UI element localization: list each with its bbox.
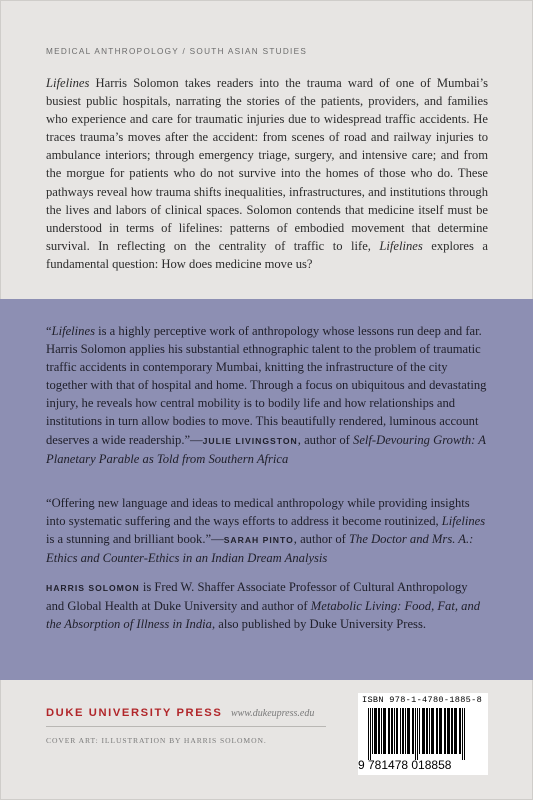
barcode-bar bbox=[370, 708, 371, 760]
blurb-text: is a highly perceptive work of anthropology whose lessons run deep and far. Harris Solomon applies his substantial ethnographic talent to the problem of traumatic traffic accidents in contemporary Mumbai, knitting the infrastructure of the city together with that of hospital and home. Through a focus on ubiquitous and devastating injury, he reveals how central mobility is to bodily life and how relationships and institutions in turn allow bodies to move. This beautifully rendered, luminous account deserves a wide readership.”— bbox=[46, 324, 487, 447]
barcode-bar bbox=[381, 708, 382, 754]
barcode-bar bbox=[462, 708, 463, 760]
barcode-bar bbox=[391, 708, 393, 754]
blurb-role: , author of bbox=[293, 532, 350, 547]
barcode-bar bbox=[394, 708, 395, 754]
publisher-name: DUKE UNIVERSITY PRESS bbox=[46, 707, 223, 719]
blurb-pinto bbox=[46, 494, 488, 567]
barcode-bar bbox=[464, 708, 465, 760]
author-book-title: Metabolic Living: Food, Fat, and the Absorption of Illness in India bbox=[46, 599, 481, 632]
author-bio bbox=[46, 578, 488, 633]
barcode-bar bbox=[412, 708, 414, 754]
barcode-bar bbox=[415, 708, 416, 760]
publisher-url: www.dukeupress.edu bbox=[231, 708, 315, 719]
barcode-bar bbox=[405, 708, 406, 754]
barcode-bar bbox=[419, 708, 420, 754]
book-title: Lifelines bbox=[51, 324, 95, 338]
subject-category: MEDICAL ANTHROPOLOGY / SOUTH ASIAN STUDIES bbox=[46, 47, 308, 56]
barcode-bar bbox=[451, 708, 453, 754]
barcode-bar bbox=[422, 708, 425, 754]
author-book-title: Self-Devouring Growth: A Planetary Parable as Told from Southern Africa bbox=[46, 432, 486, 466]
open-quote: “ bbox=[46, 324, 52, 338]
book-title: Lifelines bbox=[441, 514, 486, 529]
barcode-bar bbox=[374, 708, 377, 754]
author-name: HARRIS SOLOMON bbox=[46, 583, 140, 593]
description-text-2: explores a fundamental question: How does medicine move us? bbox=[46, 238, 488, 271]
barcode-bar bbox=[444, 708, 446, 754]
barcode-bar bbox=[383, 708, 386, 754]
book-title: Lifelines bbox=[379, 238, 423, 253]
barcode-bar bbox=[388, 708, 390, 754]
barcode-bar bbox=[439, 708, 442, 754]
barcode-bar bbox=[400, 708, 401, 754]
blurb-text-b: is a stunning and brilliant book.”— bbox=[46, 532, 224, 547]
barcode-bar bbox=[454, 708, 457, 754]
blurb-livingston bbox=[46, 322, 488, 468]
barcode-bar bbox=[402, 708, 404, 754]
barcode-bar bbox=[378, 708, 380, 754]
cover-credit: COVER ART: ILLUSTRATION BY HARRIS SOLOMON. bbox=[46, 736, 267, 745]
barcode-bar bbox=[459, 708, 461, 754]
bio-text-b: , also published by Duke University Press. bbox=[211, 617, 427, 632]
barcode-bar bbox=[417, 708, 418, 760]
isbn-number: ISBN 978-1-4780-1885-8 bbox=[362, 695, 483, 705]
barcode-digits: 9 781478 018858 bbox=[358, 758, 452, 772]
barcode-bar bbox=[426, 708, 428, 754]
isbn-barcode bbox=[358, 693, 488, 775]
barcode-bar bbox=[396, 708, 398, 754]
barcode-bar bbox=[372, 708, 373, 754]
blurb-role: , author of bbox=[297, 432, 354, 447]
blurb-author: JULIE LIVINGSTON bbox=[202, 435, 298, 446]
barcode-bar bbox=[436, 708, 438, 754]
blurb-text: “Offering new language and ideas to medical anthropology while providing insights into systematic suffering and the ways efforts to address it become routinized, bbox=[46, 496, 470, 529]
footer-divider bbox=[46, 726, 326, 727]
barcode-bar bbox=[368, 708, 369, 760]
blurb-author: SARAH PINTO bbox=[223, 535, 294, 546]
barcode-bar bbox=[407, 708, 410, 754]
book-title: Lifelines bbox=[46, 76, 90, 90]
barcode-bar bbox=[429, 708, 430, 754]
barcode-bars bbox=[366, 708, 480, 760]
bio-text: is Fred W. Shaffer Associate Professor of Cultural Anthropology and Global Health at Duke University and author of bbox=[46, 580, 468, 614]
book-description bbox=[46, 74, 488, 273]
description-text-1: Harris Solomon takes readers into the trauma ward of one of Mumbai’s busiest public hospitals, narrating the stories of the patients, providers, and families who experience and care for traumatic injuries due to widespread traffic accidents. He traces trauma’s moves after the accident: from scenes of road and railway injuries to ambulance interiors; through emergency triage, surgery, and intensive care; and from the morgue for patients who do not survive into the homes of those who do. These pathways reveal how trauma shifts inequalities, infrastructures, and institutions through the lives and labors of clinical spaces. Solomon contends that medicine itself must be understood in terms of lifelines: patterns of embodied movement that determine survival. In reflecting on the centrality of traffic to life, bbox=[46, 76, 488, 253]
barcode-bar bbox=[447, 708, 450, 754]
barcode-bar bbox=[431, 708, 434, 754]
author-book-title: The Doctor and Mrs. A.: Ethics and Counter-Ethics in an Indian Dream Analysis bbox=[46, 532, 474, 566]
